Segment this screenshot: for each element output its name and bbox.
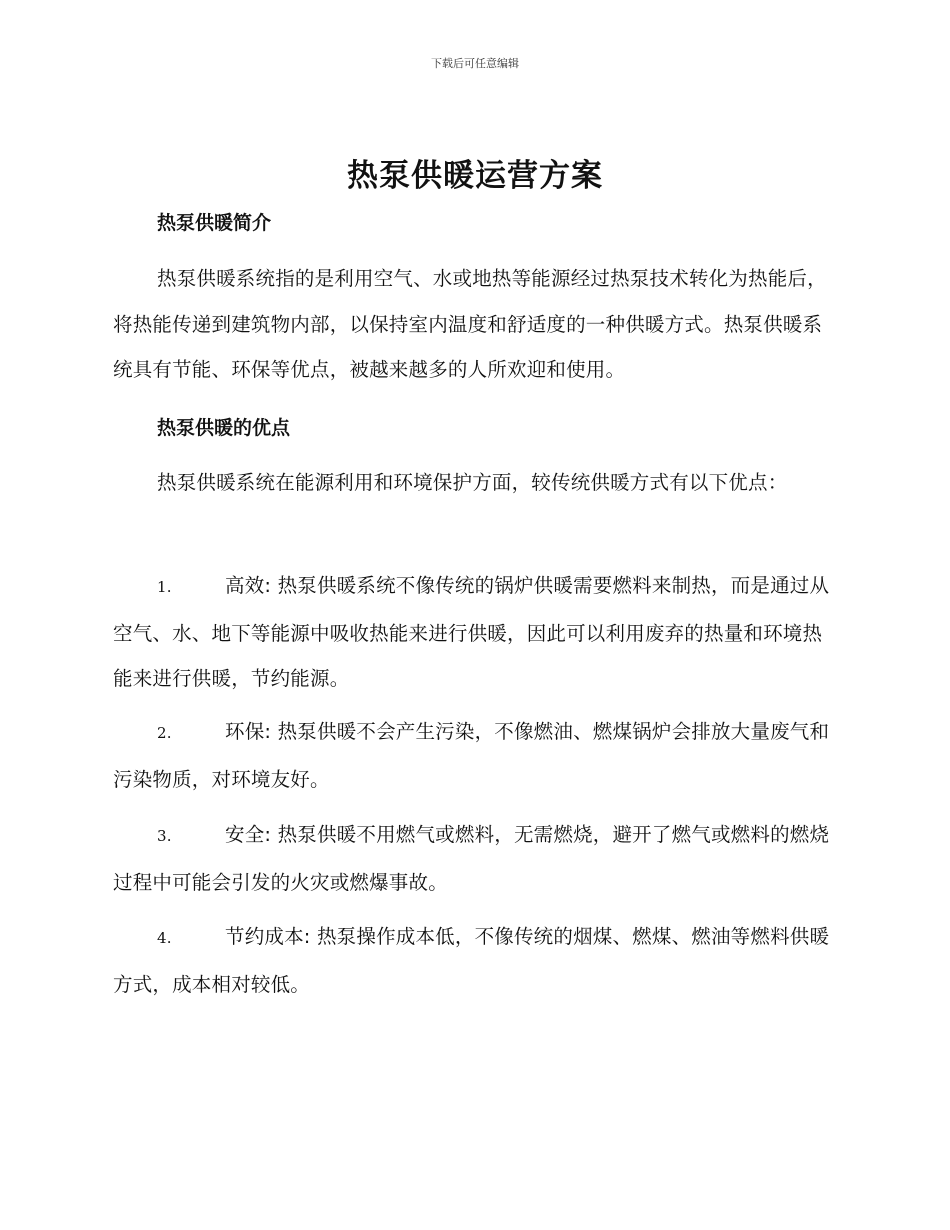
advantage-text: 安全: 热泵供暖不用燃气或燃料，无需燃烧，避开了燃气或燃料的燃烧过程中可能会引发的火灾或燃爆事故。: [113, 823, 830, 894]
list-number: 1.: [157, 578, 172, 596]
section-heading-intro: 热泵供暖简介: [157, 212, 272, 234]
advantage-text: 高效: 热泵供暖系统不像传统的锅炉供暖需要燃料来制热，而是通过从空气、水、地下等能源中吸收热能来进行供暖，因此可以利用废弃的热量和环境热能来进行供暖，节约能源。: [113, 574, 830, 690]
header-note: 下载后可任意编辑: [431, 57, 519, 70]
advantage-item-2: [113, 709, 835, 802]
list-number: 4.: [157, 929, 172, 947]
list-number: 2.: [157, 724, 172, 742]
advantages-intro-paragraph: 热泵供暖系统在能源利用和环境保护方面，较传统供暖方式有以下优点：: [157, 471, 788, 494]
advantage-item-3: [113, 812, 835, 905]
intro-paragraph: 热泵供暖系统指的是利用空气、水或地热等能源经过热泵技术转化为热能后，将热能传递到建筑物内部，以保持室内温度和舒适度的一种供暖方式。热泵供暖系统具有节能、环保等优点，被越来越多的人所欢迎和使用。: [113, 267, 827, 381]
advantage-text: 节约成本: 热泵操作成本低，不像传统的烟煤、燃煤、燃油等燃料供暖方式，成本相对较低。: [113, 925, 830, 996]
advantage-item-1: [113, 563, 835, 702]
advantage-item-4: [113, 914, 835, 1007]
document-title: 热泵供暖运营方案: [347, 158, 603, 194]
advantage-text: 环保: 热泵供暖不会产生污染，不像燃油、燃煤锅炉会排放大量废气和污染物质，对环境友好。: [113, 720, 830, 791]
list-number: 3.: [157, 827, 172, 845]
section-heading-advantages: 热泵供暖的优点: [157, 417, 291, 439]
